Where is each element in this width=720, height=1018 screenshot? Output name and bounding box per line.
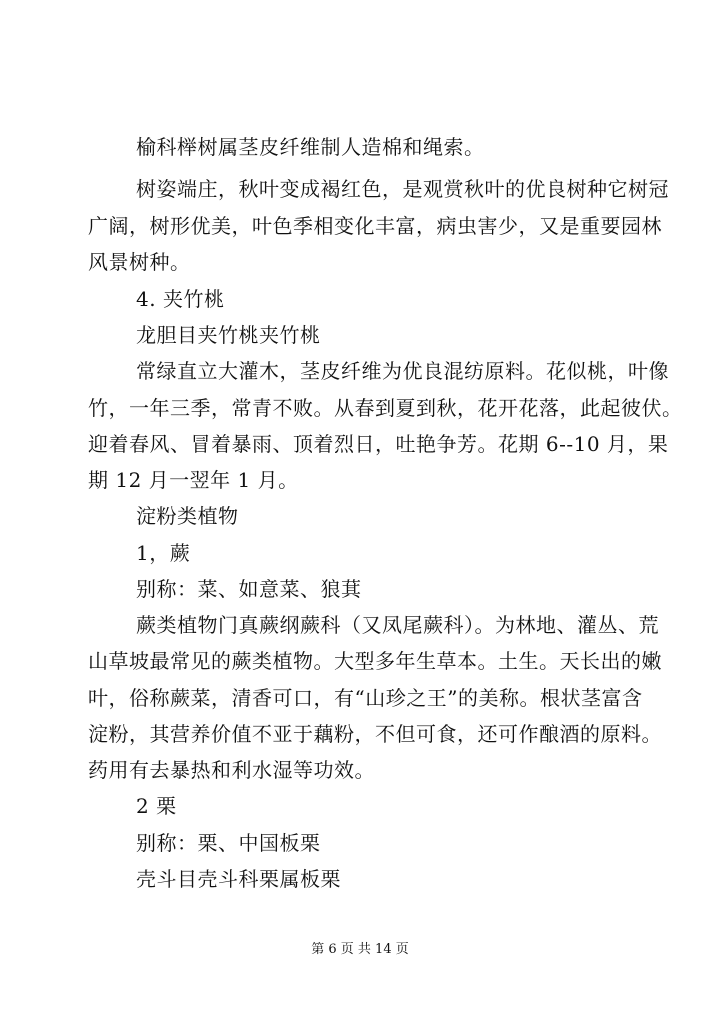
text-line-1: 榆科榉树属茎皮纤维制人造棉和绳索。: [136, 135, 485, 159]
text-line-17: 淀粉，其营养价值不亚于藕粉，不但可食，还可作酿酒的原料。: [88, 722, 662, 746]
text-line-13: 别称：菜、如意菜、狼萁: [136, 577, 362, 601]
text-line-9: 迎着春风、冒着暴雨、顶着烈日，吐艳争芳。花期 6--10 月，果: [88, 432, 669, 456]
section-heading-chestnut: 2 栗: [136, 794, 177, 818]
text-line-10: 期 12 月一翌年 1 月。: [88, 468, 299, 492]
page-number-footer: 第 6 页 共 14 页: [311, 942, 409, 957]
section-heading-starch-plants: 淀粉类植物: [136, 504, 239, 528]
text-line-2: 树姿端庄，秋叶变成褐红色，是观赏秋叶的优良树种它树冠: [136, 177, 669, 201]
text-line-21: 壳斗目壳斗科栗属板栗: [136, 867, 341, 891]
text-line-16: 叶，俗称蕨菜，清香可口，有“山珍之王”的美称。根状茎富含: [88, 686, 643, 710]
text-line-20: 别称：栗、中国板栗: [136, 831, 321, 855]
text-line-6: 龙胆目夹竹桃夹竹桃: [136, 323, 321, 347]
text-line-8: 竹，一年三季，常青不败。从春到夏到秋，花开花落，此起彼伏。: [88, 396, 683, 420]
text-line-3: 广阔，树形优美，叶色季相变化丰富，病虫害少，又是重要园林: [88, 214, 662, 238]
section-heading-fern: 1，蕨: [136, 541, 191, 565]
text-line-4: 风景树种。: [88, 250, 191, 274]
text-line-18: 药用有去暴热和利水湿等功效。: [88, 758, 375, 782]
text-line-14: 蕨类植物门真蕨纲蕨科（又凤尾蕨科）。为林地、灌丛、荒: [136, 613, 659, 637]
section-heading-oleander: 4. 夹竹桃: [136, 287, 225, 311]
text-line-15: 山草坡最常见的蕨类植物。大型多年生草本。土生。天长出的嫩: [88, 649, 662, 673]
text-line-7: 常绿直立大灌木，茎皮纤维为优良混纺原料。花似桃，叶像: [136, 359, 669, 383]
